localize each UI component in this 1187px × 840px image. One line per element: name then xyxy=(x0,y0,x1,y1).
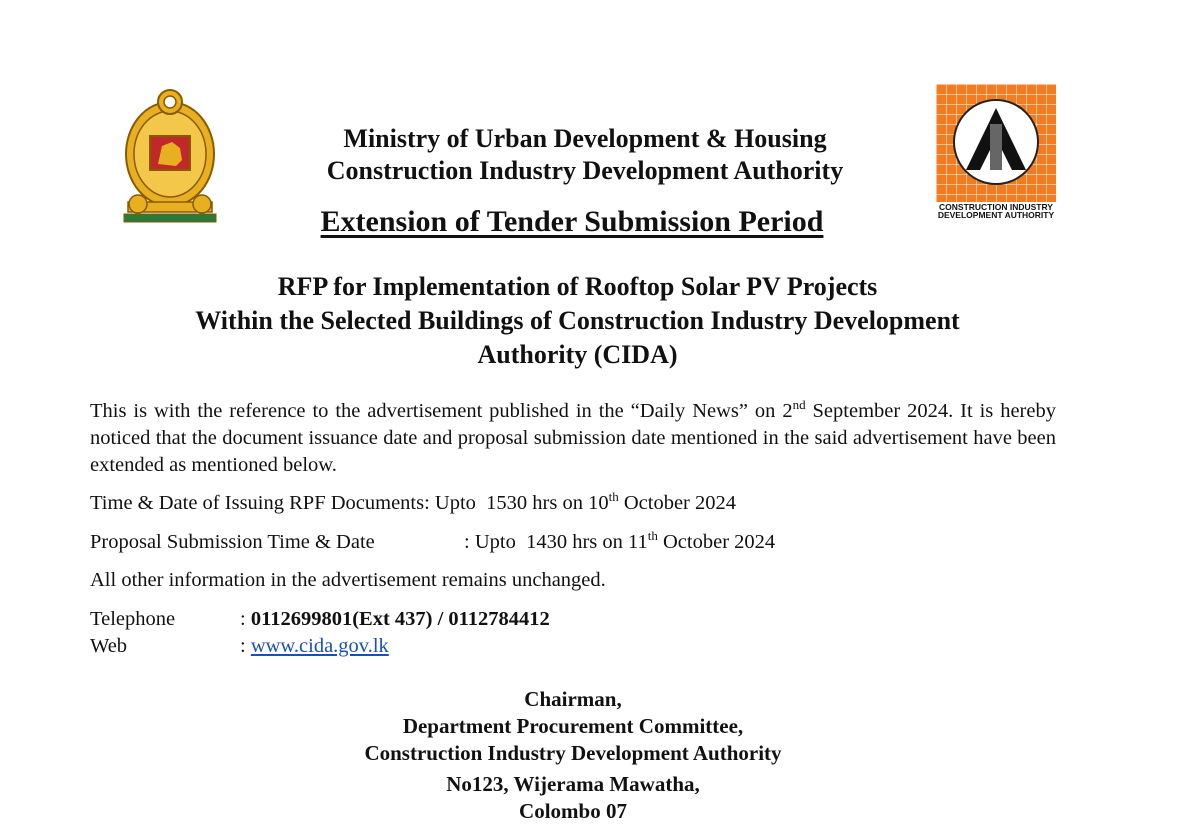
sri-lanka-emblem-logo xyxy=(120,86,220,226)
authority-name: Construction Industry Development Authority xyxy=(326,156,844,185)
telephone-label: Telephone xyxy=(90,608,176,630)
issue-date-label: Time & Date of Issuing RPF Documents: xyxy=(90,492,435,514)
website-link[interactable]: www.cida.gov.lk xyxy=(250,635,389,657)
signature-block: Chairman, Department Procurement Committee, Construction Industry Development Authority No123, Wijerama Mawatha, Colombo 07 xyxy=(364,687,782,823)
svg-text:CONSTRUCTION INDUSTRY: CONSTRUCTION INDUSTRY xyxy=(939,202,1053,212)
telephone-value: 0112699801(Ext 437) / 0112784412 xyxy=(250,608,550,630)
issue-date-line xyxy=(90,490,736,517)
rfp-heading: RFP for Implementation of Rooftop Solar PV Projects Within the Selected Buildings of Construction Industry Development Authority (CIDA) xyxy=(195,272,960,369)
issue-date-value: Upto 1530 hrs on 10th October 2024 xyxy=(434,489,737,514)
page-title: Extension of Tender Submission Period xyxy=(320,205,824,238)
cida-logo xyxy=(936,84,1056,220)
submission-date-value: : Upto 1430 hrs on 11th October 2024 xyxy=(464,528,776,553)
notice-paragraph: This is with the reference to the advertisement published in the “Daily News” on 2nd September 2024. It is hereby noticed that the document issuance date and proposal submission date mentioned in the said advertisement have been extended as mentioned below. xyxy=(90,397,1056,476)
submission-date-line xyxy=(90,528,776,556)
web-label: Web xyxy=(90,635,128,657)
submission-date-label: Proposal Submission Time & Date xyxy=(90,531,375,553)
svg-text:DEVELOPMENT AUTHORITY: DEVELOPMENT AUTHORITY xyxy=(937,210,1055,220)
unchanged-note: All other information in the advertisement remains unchanged. xyxy=(90,569,606,591)
header-text xyxy=(285,123,885,187)
ministry-name: Ministry of Urban Development & Housing xyxy=(343,124,827,153)
